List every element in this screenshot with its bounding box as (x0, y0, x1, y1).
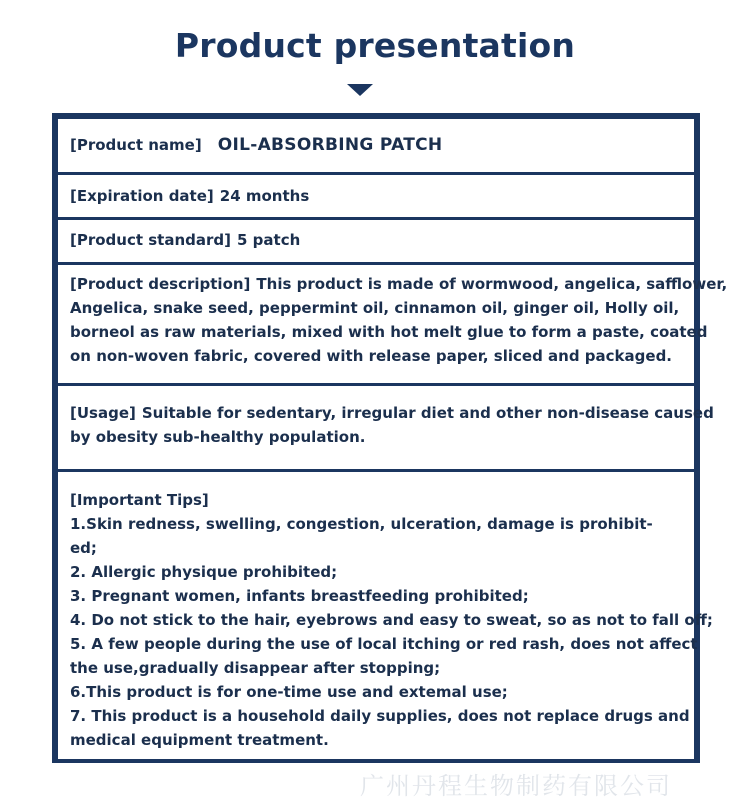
tips-label: [Important Tips] (70, 491, 209, 509)
tip-line: ed; (70, 539, 97, 557)
usage-label: [Usage] (70, 404, 136, 422)
down-arrow-icon (347, 84, 373, 96)
product-name-label: [Product name] (70, 136, 202, 154)
product-name-value: OIL-ABSORBING PATCH (217, 135, 443, 155)
expiration-label: [Expiration date] (70, 187, 214, 205)
tip-line: medical equipment treatment. (70, 731, 329, 749)
description-line-1: [Product description] This product is made of wormwood, angelica, safflower, (70, 275, 728, 293)
standard-label: [Product standard] (70, 231, 232, 249)
standard-row (58, 220, 694, 265)
product-info-panel (52, 113, 728, 763)
tip-line: 3. Pregnant women, infants breastfeeding prohibited; (70, 587, 529, 605)
description-row (58, 265, 728, 386)
watermark: 广州丹程生物制药有限公司 (360, 772, 672, 800)
standard-value: 5 patch (237, 231, 301, 249)
usage-line-2: by obesity sub-healthy population. (70, 428, 366, 446)
tip-line: 2. Allergic physique prohibited; (70, 563, 338, 581)
tip-line: 4. Do not stick to the hair, eyebrows and easy to sweat, so as not to fall off; (70, 611, 713, 629)
usage-line-1: [Usage] Suitable for sedentary, irregular diet and other non-disease caused (70, 404, 714, 422)
description-line-4: on non-woven fabric, covered with release paper, sliced and packaged. (70, 347, 672, 365)
page-title: Product presentation (174, 26, 576, 65)
product-name-row (58, 119, 694, 175)
expiration-value: 24 months (219, 187, 310, 205)
description-line-2: Angelica, snake seed, peppermint oil, cinnamon oil, ginger oil, Holly oil, (70, 299, 680, 317)
tips-row (58, 472, 713, 761)
description-label: [Product description] (70, 275, 251, 293)
tip-line: 1.Skin redness, swelling, congestion, ulceration, damage is prohibit- (70, 515, 653, 533)
tip-line: 5. A few people during the use of local itching or red rash, does not affect (70, 635, 698, 653)
tip-line: the use,gradually disappear after stopping; (70, 659, 441, 677)
description-line-3: borneol as raw materials, mixed with hot melt glue to form a paste, coated (70, 323, 708, 341)
tip-line: 7. This product is a household daily supplies, does not replace drugs and (70, 707, 690, 725)
expiration-row (58, 175, 694, 220)
tip-line: 6.This product is for one-time use and extemal use; (70, 683, 508, 701)
usage-row (58, 386, 714, 472)
